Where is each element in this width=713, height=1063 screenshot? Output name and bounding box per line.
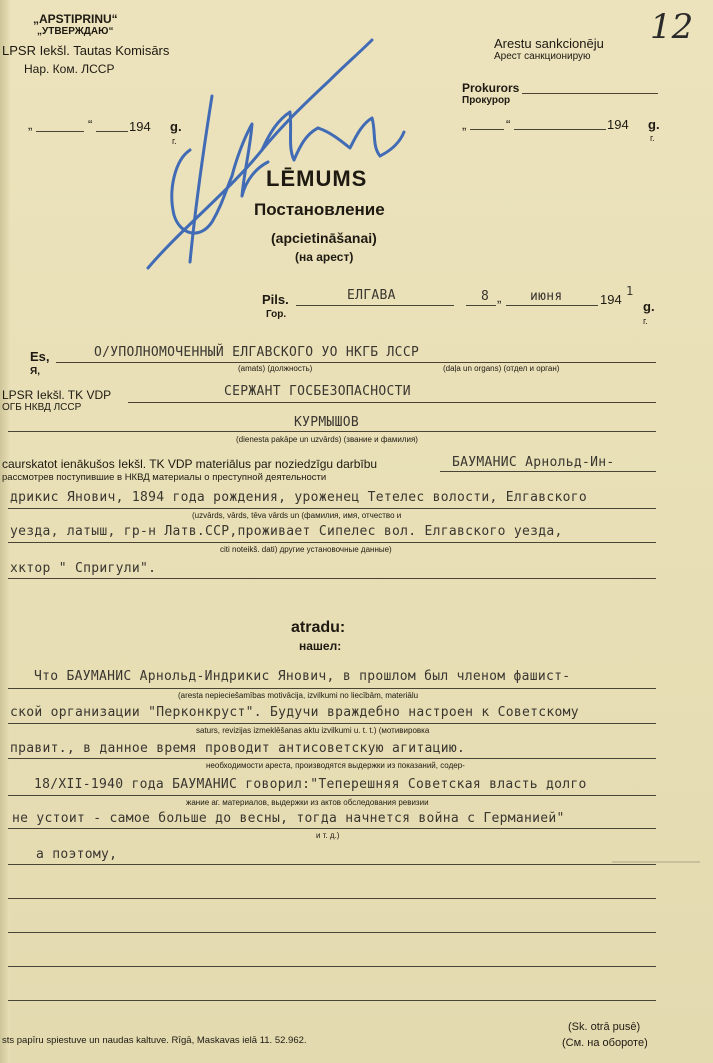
page-number: 12 <box>650 7 694 47</box>
rank-org-ru: ОГБ НКВД ЛССР <box>2 402 82 413</box>
year-digit: 1 <box>626 284 634 298</box>
found-text-2: ской организации "Перконкруст". Будучи враждебно настроен к Советскому <box>10 705 579 720</box>
printer-imprint: sts papīru spiestuve un naudas kaltuve. Rīgā, Maskavas ielā 11. 52.962. <box>2 1035 307 1046</box>
found-text-6: а поэтому, <box>36 847 118 862</box>
place-g-ru: г. <box>643 316 648 326</box>
title-lv: LĒMUMS <box>266 166 368 191</box>
accused-name-part1: БАУМАНИС Арнольд-Ин- <box>452 455 615 470</box>
accused-line-3: уезда, латыш, гр-н Латв.ССР,проживает Сипелес вол. Елгавского уезда, <box>10 524 563 539</box>
place-g: g. <box>643 299 655 314</box>
approve-g-ru: г. <box>172 136 177 146</box>
subtitle-ru: (на арест) <box>295 250 354 264</box>
approve-g: g. <box>170 119 182 134</box>
found-text-5: не устоит - самое больше до весны, тогда начнется война с Германией" <box>12 811 565 826</box>
rank-caption: (dienesta pakāpe un uzvārds) (звание и фамилия) <box>236 435 418 444</box>
found-caption-5: и т. д.) <box>316 831 340 840</box>
approve-label-lv: „APSTIPRINU“ <box>33 12 118 26</box>
sanction-date-quote2: “ <box>506 117 511 132</box>
position-value: О/УПОЛНОМОЧЕННЫЙ ЕЛГАВСКОГО УО НКГБ ЛССР <box>94 345 420 360</box>
sanction-year: 194 <box>607 117 629 132</box>
other-data-caption: citi noteikš. dati) другие установочные данные) <box>220 545 392 554</box>
approve-org-ru: Нар. Ком. ЛССР <box>24 62 115 76</box>
city-value: ЕЛГАВА <box>347 288 396 303</box>
approve-year: 194 <box>129 119 151 134</box>
approve-label-ru: „УТВЕРЖДАЮ“ <box>37 26 114 37</box>
found-caption-1: (aresta nepieciešamības motivācija, izvilkumi no liecībām, materiālu <box>178 691 419 700</box>
sanction-g-ru: г. <box>650 133 655 143</box>
sanction-g: g. <box>648 117 660 132</box>
city-label-ru: Гор. <box>266 309 287 320</box>
prosecutor-label-lv: Prokurors <box>462 81 520 95</box>
title-ru: Постановление <box>254 200 385 219</box>
accused-line-4: хктор " Спригули". <box>10 561 157 576</box>
accused-line-2: дрикис Янович, 1894 года рождения, уроженец Тетелес волости, Елгавского <box>10 490 587 505</box>
materials-lv: caurskatot ienākušos Iekšl. TK VDP materiālus par noziedzīgu darbību <box>2 457 378 471</box>
prosecutor-label-ru: Прокурор <box>462 95 511 106</box>
found-text-4: 18/XII-1940 года БАУМАНИС говорил:"Теперешняя Советская власть долго <box>34 777 587 792</box>
materials-ru: рассмотрев поступившие в НКВД материалы о преступной деятельности <box>2 472 327 483</box>
approve-date-quote: „ <box>28 117 33 132</box>
date-quote: „ <box>497 290 502 305</box>
see-reverse-ru: (См. на обороте) <box>562 1037 648 1049</box>
rank-value: СЕРЖАНТ ГОСБЕЗОПАСНОСТИ <box>224 384 411 399</box>
found-text-3: правит., в данное время проводит антисоветскую агитацию. <box>10 741 466 756</box>
found-caption-3: необходимости ареста, производятся выдержки из показаний, содер- <box>206 761 465 770</box>
sanction-label-ru: Арест санкционирую <box>494 51 591 62</box>
es-label-lv: Es, <box>30 349 50 364</box>
names-caption: (uzvārds, vārds, tēva vārds un (фамилия, имя, отчество и <box>192 511 402 520</box>
approve-date-quote2: “ <box>88 117 93 132</box>
position-caption-1: (amats) (должность) <box>238 364 313 373</box>
found-caption-2: saturs, revizijas izmeklēšanas aktu izvilkumi u. t. t.) (мотивировка <box>196 726 430 735</box>
es-label-ru: Я, <box>30 366 40 377</box>
found-caption-4: жание аг. материалов, выдержки из актов обследования ревизии <box>186 798 429 807</box>
sanction-label-lv: Arestu sankcionēju <box>494 36 604 51</box>
day-value: 8 <box>481 289 490 304</box>
position-caption-2: (daļa un organs) (отдел и орган) <box>443 364 560 373</box>
year-prefix: 194 <box>600 292 622 307</box>
month-value: июня <box>530 289 563 304</box>
see-reverse-lv: (Sk. otrā pusē) <box>568 1021 641 1033</box>
found-text-1: Что БАУМАНИС Арнольд-Индрикис Янович, в прошлом был членом фашист- <box>34 669 571 684</box>
approve-org-lv: LPSR Iekšl. Tautas Komisārs <box>2 43 170 58</box>
city-label-lv: Pils. <box>262 292 289 307</box>
found-label-ru: нашел: <box>299 639 342 653</box>
sanction-date-quote: „ <box>462 117 467 132</box>
surname-value: КУРМЫШОВ <box>294 415 360 430</box>
rank-org-lv: LPSR Iekšl. TK VDP <box>2 388 112 402</box>
found-label-lv: atradu: <box>291 619 346 636</box>
subtitle-lv: (apcietināšanai) <box>271 230 377 246</box>
